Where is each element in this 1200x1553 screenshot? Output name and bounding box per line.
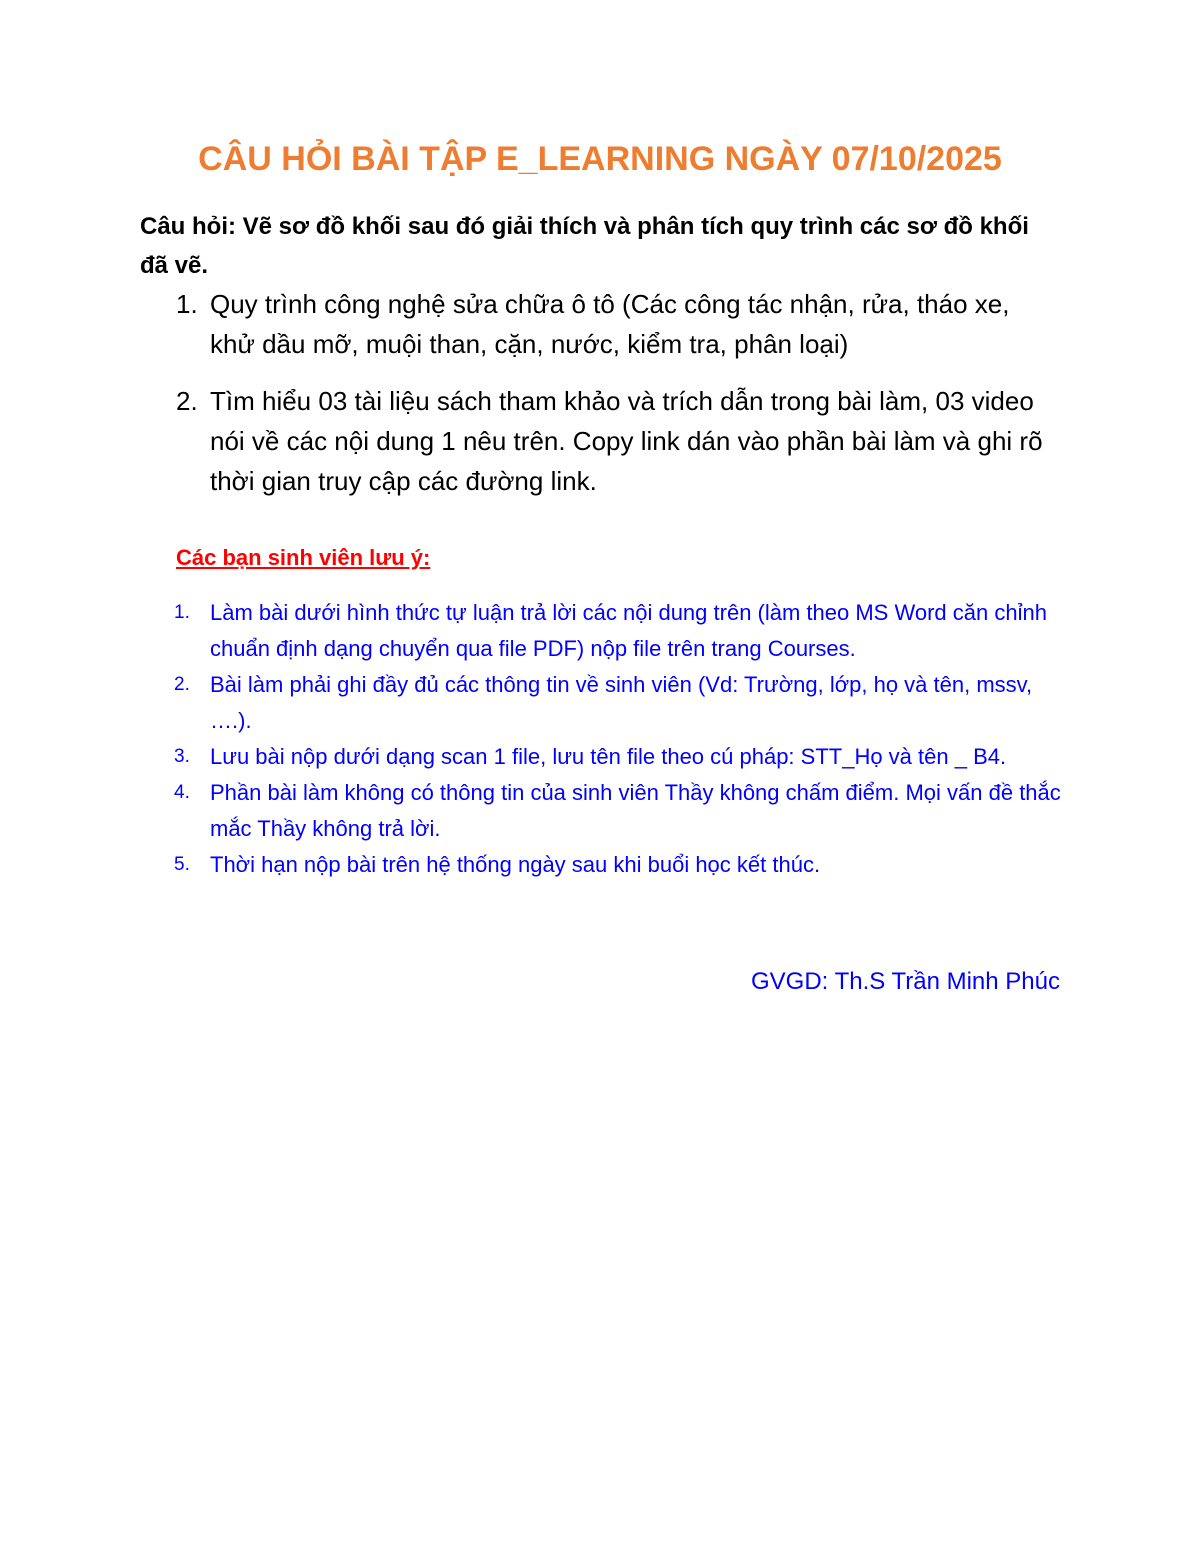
rule-number: 5. — [174, 854, 190, 875]
rule-text: Lưu bài nộp dưới dạng scan 1 file, lưu tên file theo cú pháp: STT_Họ và tên _ B4. — [210, 744, 1007, 769]
rule-item-4 — [140, 775, 1065, 847]
question-list — [140, 284, 1060, 364]
rule-item-1 — [140, 595, 1065, 667]
question-number: 2. — [176, 386, 198, 416]
rule-number: 2. — [174, 674, 190, 695]
notice-heading: Các bạn sinh viên lưu ý: — [176, 545, 431, 570]
question-text: Tìm hiểu 03 tài liệu sách tham khảo và trích dẫn trong bài làm, 03 video nói về các nội dung 1 nêu trên. Copy link dán vào phần bài làm và ghi rõ thời gian truy cập các đường link. — [210, 386, 1043, 496]
rule-item-2 — [140, 667, 1065, 739]
rule-item-3 — [140, 739, 1065, 775]
teacher-signature: GVGD: Th.S Trần Minh Phúc — [750, 968, 1060, 995]
question-item-2 — [140, 381, 1060, 501]
rule-number: 1. — [174, 602, 190, 623]
rule-text: Bài làm phải ghi đầy đủ các thông tin về sinh viên (Vd: Trường, lớp, họ và tên, mssv, ….). — [210, 672, 1033, 733]
question-list-continued — [140, 381, 1060, 501]
rule-text: Làm bài dưới hình thức tự luận trả lời các nội dung trên (làm theo MS Word căn chỉnh chuẩn định dạng chuyển qua file PDF) nộp file trên trang Courses. — [210, 600, 1047, 661]
question-text: Quy trình công nghệ sửa chữa ô tô (Các công tác nhận, rửa, tháo xe, khử dầu mỡ, muội than, cặn, nước, kiểm tra, phân loại) — [210, 289, 1010, 359]
page-title: CÂU HỎI BÀI TẬP E_LEARNING NGÀY 07/10/2025 — [198, 140, 1002, 178]
rule-item-5 — [140, 847, 1065, 883]
question-item-1 — [140, 284, 1060, 364]
rule-text: Phần bài làm không có thông tin của sinh viên Thầy không chấm điểm. Mọi vấn đề thắc mắc Thầy không trả lời. — [210, 780, 1061, 841]
rule-number: 3. — [174, 746, 190, 767]
question-number: 1. — [176, 289, 198, 319]
rule-text: Thời hạn nộp bài trên hệ thống ngày sau khi buổi học kết thúc. — [210, 852, 821, 877]
rule-number: 4. — [174, 782, 190, 803]
question-intro: Câu hỏi: Vẽ sơ đồ khối sau đó giải thích và phân tích quy trình các sơ đồ khối đã vẽ. — [140, 213, 1029, 279]
rules-list — [140, 595, 1065, 883]
